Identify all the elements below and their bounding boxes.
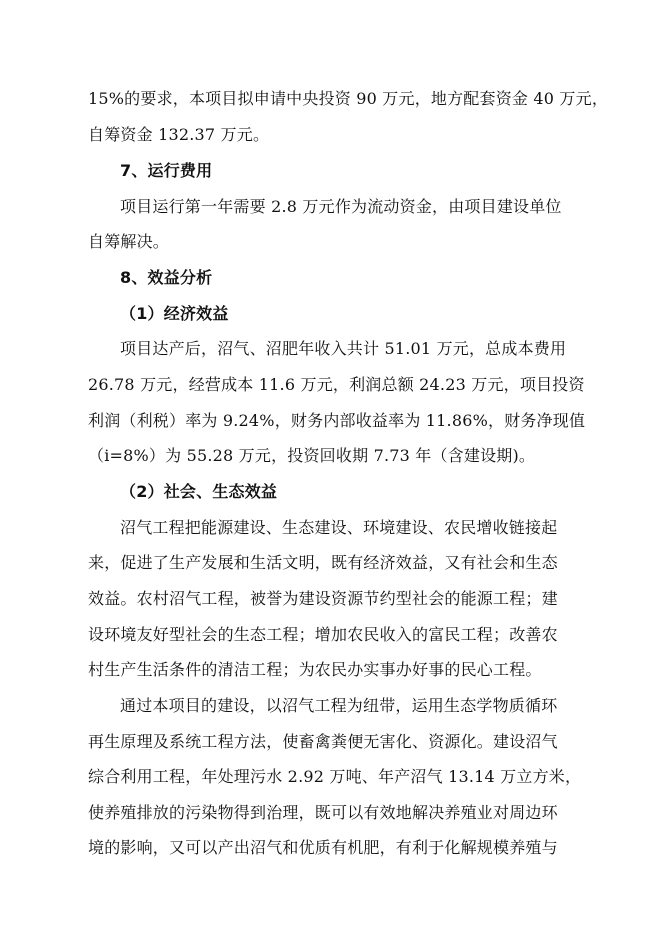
- text-line: 26.78 万元，经营成本 11.6 万元，利润总额 24.23 万元，项目投资: [88, 375, 585, 394]
- text-line: 境的影响，又可以产出沼气和优质有机肥，有利于化解规模养殖与: [88, 838, 558, 857]
- text-line: 沼气工程把能源建设、生态建设、环境建设、农民增收链接起: [120, 518, 558, 537]
- text-line: 15%的要求，本项目拟申请中央投资 90 万元，地方配套资金 40 万元，: [88, 89, 609, 108]
- text-line: 设环境友好型社会的生态工程；增加农民收入的富民工程；改善农: [88, 625, 558, 644]
- text-line: 效益。农村沼气工程，被誉为建设资源节约型社会的能源工程；建: [88, 589, 558, 608]
- section-heading: 8、效益分析: [120, 268, 213, 287]
- text-line: 使养殖排放的污染物得到治理，既可以有效地解决养殖业对周边环: [88, 803, 558, 822]
- subsection-heading: （2）社会、生态效益: [120, 482, 278, 501]
- text-line: 村生产生活条件的清洁工程；为农民办实事办好事的民心工程。: [88, 660, 542, 679]
- subsection-heading: （1）经济效益: [120, 304, 229, 323]
- text-line: 项目达产后，沼气、沼肥年收入共计 51.01 万元，总成本费用: [120, 339, 567, 358]
- text-line: 项目运行第一年需要 2.8 万元作为流动资金，由项目建设单位: [120, 197, 562, 216]
- section-heading: 7、运行费用: [120, 161, 213, 180]
- text-line: （i=8%）为 55.28 万元，投资回收期 7.73 年（含建设期)。: [88, 446, 536, 465]
- text-line: 通过本项目的建设，以沼气工程为纽带，运用生态学物质循环: [120, 696, 558, 715]
- text-line: 自筹资金 132.37 万元。: [88, 125, 270, 144]
- text-line: 综合利用工程，年处理污水 2.92 万吨、年产沼气 13.14 万立方米，: [88, 767, 582, 786]
- text-line: 来，促进了生产发展和生活文明，既有经济效益，又有社会和生态: [88, 553, 558, 572]
- text-line: 自筹解决。: [88, 232, 170, 251]
- text-line: 利润（利税）率为 9.24%，财务内部收益率为 11.86%，财务净现值: [88, 411, 586, 430]
- text-line: 再生原理及系统工程方法，使畜禽粪便无害化、资源化。建设沼气: [88, 732, 558, 751]
